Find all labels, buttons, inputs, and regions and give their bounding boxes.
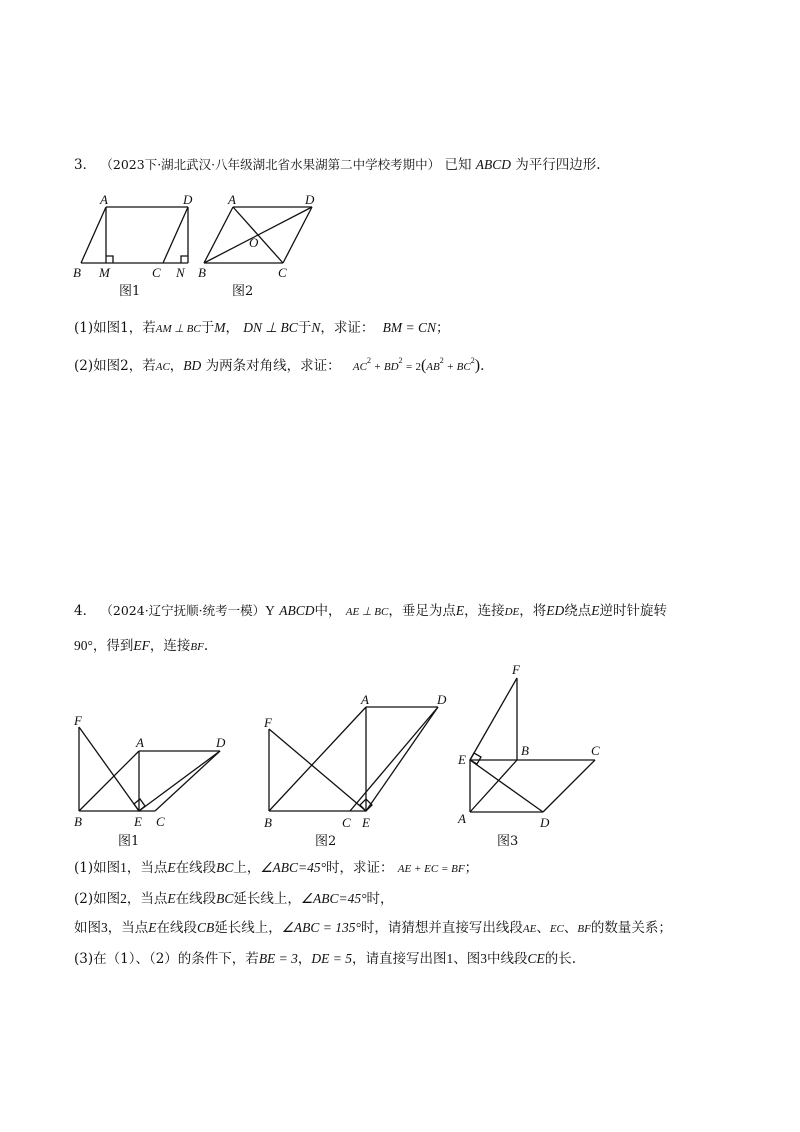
q3-p2-sep: ， [169, 358, 184, 374]
q4-fig1-caption: 图1 [118, 834, 140, 849]
q4-fig2-label-e: E [362, 815, 370, 830]
q3-p1-t4: ，求证： [320, 320, 375, 336]
q4-fig2-seg-ed [366, 707, 438, 811]
q4-fig1-label-d: D [216, 735, 226, 750]
q4-p2b-seg-ec: EC [549, 923, 564, 935]
q4-p1-point-e: E [167, 860, 176, 875]
q4-seg-ef: EF [133, 638, 150, 653]
q4-fig3-label-a: A [458, 811, 466, 826]
q4-p2b-t4: 时，请猜想并直接写出线段 [360, 920, 523, 936]
q3-p1-point-n: N [311, 320, 321, 335]
q4-t2: ，垂足为点 [388, 603, 456, 619]
q4-p2b-seg: CB [197, 920, 215, 935]
q4-p1-t2: 在线段 [175, 860, 217, 876]
q4-fig2-caption: 图2 [315, 834, 337, 849]
q3-figure-1 [70, 190, 200, 300]
q3-fig1-right-angle-m [106, 256, 113, 263]
q4-fig1-label-c: C [156, 814, 165, 829]
q4-t9: . [203, 638, 209, 654]
q4-p2b-t5: 的数量关系； [590, 920, 672, 936]
q4-fig3-seg-ed [470, 760, 543, 812]
q4-t7: ，得到 [92, 638, 134, 654]
q4-seg-de: DE [504, 606, 520, 618]
q3-fig1-label-a: A [100, 192, 108, 207]
q4-fig3-label-d: D [540, 815, 550, 830]
q4-fig3-label-b: B [521, 743, 529, 758]
q3-p1-point-m: M [214, 320, 226, 335]
q3-fig1-side-ab [81, 207, 106, 263]
q4-p2b-lead: 如图 [74, 920, 101, 936]
q4-p3-seg-ce: CE [527, 951, 545, 966]
q3-p1-cond1: AM ⊥ BC [155, 323, 201, 335]
q4-p2-t2: 在线段 [175, 891, 217, 907]
q4-t6: 逆时针旋转 [599, 603, 667, 619]
q4-part-2b [74, 918, 672, 939]
q4-p1-cond: ∠ABC=45° [260, 860, 326, 875]
q4-p3-cond1: BE = 3 [258, 951, 298, 966]
q4-fig3-seg-ab [470, 760, 517, 812]
q4-p3-cond2: DE = 5 [311, 951, 353, 966]
q4-p3-t3: 中线段 [487, 951, 528, 967]
q4-fig2-seg-ba [269, 707, 366, 811]
q4-p2b-sep1: 、 [536, 920, 550, 936]
q4-source: （2024·辽宁抚顺·统考一模） [100, 603, 266, 618]
q4-fig2-label-f: F [264, 715, 272, 730]
q4-point-e: E [455, 603, 465, 618]
q3-fig2-caption: 图2 [232, 284, 254, 299]
q4-figure-3 [455, 660, 625, 855]
q4-p2b-seg-bf: BF [577, 923, 591, 935]
q3-p1-t3: 于 [297, 320, 312, 336]
q4-t1: 中， [314, 603, 342, 619]
q4-p1-t1: ，当点 [126, 860, 168, 876]
q3-part-2 [74, 356, 484, 377]
q3-p2-lead: (2)如图2，若 [74, 358, 156, 374]
q4-angle: 90° [74, 638, 93, 653]
q4-p1-lead: (1)如图 [74, 860, 121, 876]
q4-t5: 绕点 [564, 603, 592, 619]
q4-fig3-seg-dc [543, 760, 595, 812]
q3-fig1-label-b: B [73, 265, 81, 280]
q4-p3-t2: 、图 [453, 951, 481, 967]
q4-fig1-seg-ba [79, 751, 139, 811]
q4-fig3-label-c: C [591, 743, 600, 758]
q4-fig1-label-a: A [136, 735, 144, 750]
q3-fig1-label-d: D [183, 192, 193, 207]
q4-point-e2: E [591, 603, 600, 618]
q3-fig1-label-c: C [152, 265, 161, 280]
q3-fig1-label-m: M [99, 265, 110, 280]
q3-stem-suffix: 为平行四边形. [515, 157, 601, 173]
q4-p2-t1: ，当点 [126, 891, 168, 907]
q4-t3: ，连接 [464, 603, 505, 619]
q4-fig3-label-e: E [458, 752, 466, 767]
q3-fig2-label-o: O [249, 235, 259, 250]
q4-fig2-label-d: D [437, 692, 447, 707]
q3-fig2-side-ab [204, 207, 233, 263]
q4-fig2-seg-fe [269, 729, 366, 811]
q3-p1-lead: (1)如图1，若 [74, 320, 156, 336]
q4-p3-fig-num2: 3 [480, 951, 488, 966]
q4-p3-t1: ，请直接写出图 [352, 951, 447, 967]
q4-p2-t4: 时， [366, 891, 394, 907]
q4-fig3-caption: 图3 [497, 834, 519, 849]
q4-p2b-t1: ，当点 [107, 920, 149, 936]
q4-fig2-label-a: A [361, 692, 369, 707]
q4-fig1-label-b: B [74, 814, 82, 829]
q4-p1-end: ； [464, 860, 479, 876]
q4-fig1-label-f: F [74, 713, 82, 728]
q4-p2-seg: BC [216, 891, 234, 906]
q4-fig3-label-f: F [512, 662, 520, 677]
q4-figure-1 [70, 710, 260, 855]
q4-fig3-right-angle-mark [470, 753, 481, 764]
q3-fig2-label-c: C [278, 265, 287, 280]
q4-p1-seg: BC [216, 860, 234, 875]
q3-part-1 [74, 318, 450, 339]
q4-p1-t4: 时，求证： [326, 860, 394, 876]
q3-p2-t1: 为两条对角线，求证： [205, 358, 341, 374]
q4-fig2-seg-dc [350, 707, 438, 811]
q3-p1-goal: BM = CN [382, 320, 436, 335]
q3-p1-t2: ， [225, 320, 239, 336]
q4-number: 4． [74, 603, 97, 619]
q4-parallelogram-symbol: Y [265, 603, 275, 618]
q3-p2-diag-ac: AC [155, 361, 170, 373]
q4-p1-fig-num: 1 [120, 860, 127, 875]
q4-p2b-fig-num: 3 [101, 920, 108, 935]
q3-fig2-label-a: A [228, 192, 236, 207]
q4-p2b-t3: 延长线上， [214, 920, 282, 936]
q4-seg-bf: BF [190, 641, 204, 653]
q3-source: （2023下·湖北武汉·八年级湖北省水果湖第二中学校考期中） [100, 157, 441, 172]
q4-stem-line-1 [74, 601, 667, 622]
q3-stem-prefix: 已知 [444, 157, 472, 173]
q4-fig2-label-b: B [264, 815, 272, 830]
q4-p1-goal: AE + EC = BF [397, 863, 465, 875]
q3-p2-diag-bd: BD [183, 358, 202, 373]
q4-seg-ed: ED [546, 603, 565, 618]
q3-stem [74, 155, 601, 175]
q3-fig1-caption: 图1 [119, 284, 141, 299]
q3-stem-math: ABCD [475, 157, 511, 172]
q3-fig1-side-dc [163, 207, 188, 263]
q4-fig1-seg-ed [139, 751, 220, 811]
q4-fig2-label-c: C [342, 815, 351, 830]
q4-fig1-label-e: E [134, 814, 142, 829]
q3-fig2-label-b: B [198, 265, 206, 280]
q4-t4: ，将 [519, 603, 547, 619]
q4-p2-point-e: E [167, 891, 176, 906]
q4-p2b-seg-ae: AE [522, 923, 537, 935]
q4-fig1-seg-dc [155, 751, 220, 811]
q4-p2-t3: 延长线上， [233, 891, 301, 907]
q3-p1-cond2: DN ⊥ BC [243, 320, 298, 335]
q4-p2b-point-e: E [148, 920, 157, 935]
q4-p3-t4: 的长. [544, 951, 577, 967]
q4-fig1-seg-fe [79, 727, 139, 811]
q3-p1-t1: 于 [200, 320, 215, 336]
q3-p2-formula: $AC^2 + BD^2 = 2(AB^2 + BC^2)$ [352, 356, 481, 374]
q3-figure-2 [195, 190, 325, 300]
q4-p2b-sep2: 、 [563, 920, 578, 936]
q4-p2-cond: ∠ABC=45° [300, 891, 367, 906]
q4-p2-lead: (2)如图 [74, 891, 121, 907]
q4-shape: ABCD [279, 603, 315, 618]
q4-t8: ，连接 [149, 638, 191, 654]
q4-part-1 [74, 858, 478, 879]
q3-fig1-label-n: N [176, 265, 185, 280]
q4-fig3-seg-fe [470, 678, 517, 760]
q4-p2b-t2: 在线段 [156, 920, 197, 936]
q3-fig2-label-d: D [305, 192, 315, 207]
q3-fig1-right-angle-n [181, 256, 188, 263]
q4-figure-2 [260, 690, 460, 855]
q4-p3-lead: (3)在（1）、（2）的条件下，若 [74, 951, 259, 967]
q3-number: 3． [74, 157, 97, 173]
q4-p2b-cond: ∠ABC = 135° [281, 920, 361, 935]
q4-part-3 [74, 949, 576, 969]
q4-stem-line-2 [74, 636, 208, 657]
q4-p2-fig-num: 2 [120, 891, 127, 906]
q3-p2-end: . [480, 358, 485, 374]
q4-p3-fig-num1: 1 [446, 951, 454, 966]
q3-p1-end: ； [436, 320, 450, 336]
q3-fig2-side-dc [283, 207, 312, 263]
q4-part-2 [74, 889, 394, 909]
q4-p3-sep: ， [297, 951, 312, 967]
q4-cond: AE ⊥ BC [345, 606, 389, 618]
q4-p1-t3: 上， [233, 860, 261, 876]
